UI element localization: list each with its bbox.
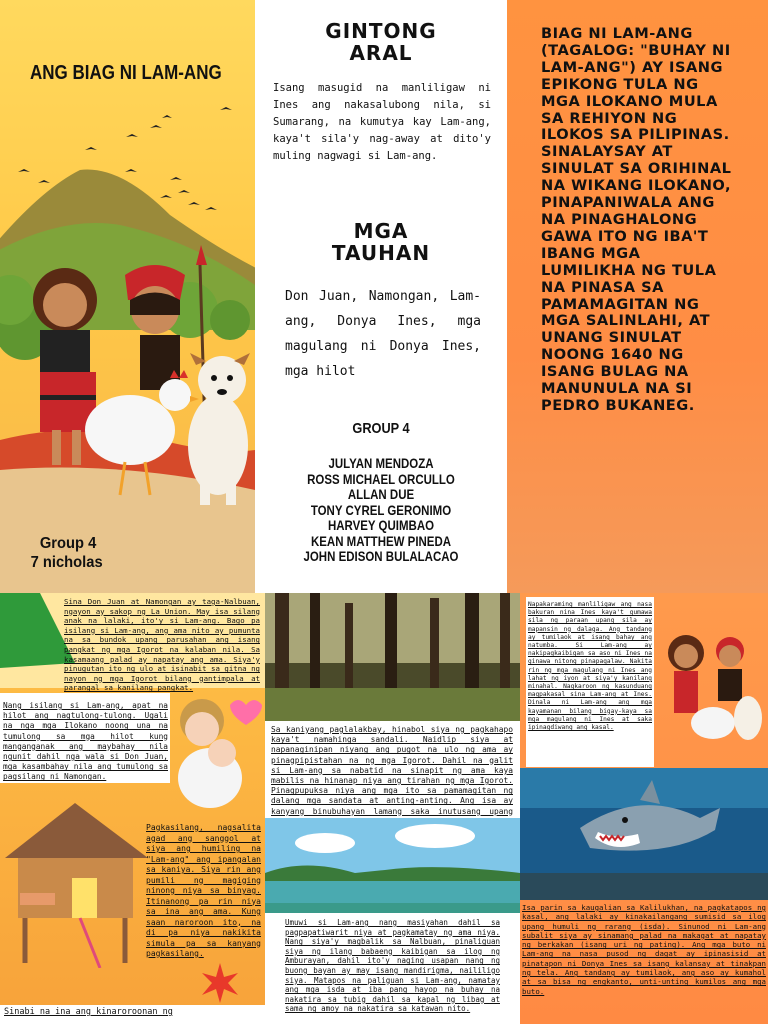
member-name: KEAN MATTHEW PINEDA — [310, 532, 452, 549]
story-part-8: Isa parin sa kaugalian sa Kalilukhan, na pagkatapos ng kasal, ang lalaki ay kinakailangang sumisid sa ilog upang humuli ng rarang (isda). Sinunod ni Lam-ang subalit siya ay sinamang palad na makagat at napatay ng berkakan (isang uri ng pating). Ang mga buto ni Lam-ang na nasa pusod ng dagat ay ipinasisid at pinatapon ni Donya Ines sa isang kalansay at tinakpan ng tela. Ang tandang ay tumilaok, ang aso ay kumahol at sa bisa ng engkanto, unti-unting kumilos ang mga buto. — [522, 903, 766, 996]
mother-and-baby-icon — [170, 693, 265, 813]
characters-text: Don Juan, Namongan, Lam-ang, Donya Ines, mga magulang ni Donya Ines, mga hilot — [285, 289, 481, 379]
member-list — [255, 456, 507, 565]
group-info — [30, 534, 103, 572]
group-label: Group 4 — [39, 535, 97, 552]
story-part-3: Pagkasilang, nagsalita agad ang sanggol at siya ang humiling na "Lam-ang" ang ipangalan sa kaniya. Siya rin ang pumili ng magiging ninong niya sa binyag. Itinanong pa rin niya sa ina ang ama. Kung saan naroroon ito, na di pa niya nakikita simula pa sa kanyang pagkasilang. — [146, 823, 261, 958]
story-part-1: Sina Don Juan at Namongan ay taga-Nalbuan, ngayon ay sakop ng La Union. May isa silang anak na lalaki, ito'y si Lam-ang. Bago pa isilang si Lam-ang, ang ama nito ay pumunta na sa bundok upang parusahan ang isang pangkat ng mga Igorot na kalaban nila. Sa kasamaang palad ay napatay ang ama. Siya'y pinugutan ito ng ulo at isinabit sa gitna ng nayon ng mga Igorot bilang gantimpala at parangal sa kanilang pangkat. — [64, 597, 260, 693]
intro-panel — [507, 0, 768, 593]
forest-image — [265, 593, 520, 721]
story-part-4: Sinabi na ina ang kinaroroonan ng — [4, 1007, 173, 1017]
story-part-6: Umuwi si Lam-ang nang masiyahan dahil sa pagpapatiwarit niya at pagkamatay ng ama niya. Nang siya'y magbalik sa Nalbuan, pinaliguan siya ng ilang babaeng kaibigan sa ilog ng Amburayan, dahil ito'y naging usapan nang ng buong bayan ay may isang mandirigma, naililigo siya. Matapos na paliguan si Lam-ang, namatay ang mga isda at iba pang hayop na buhay na nakatira sa tubig dahil sa kapal ng libag at sama ng amoy na nakatira sa katawan nito. — [285, 918, 500, 1014]
characters-heading — [255, 220, 507, 264]
member-name: ROSS MICHAEL ORCULLO — [307, 470, 455, 487]
member-name: ALLAN DUE — [347, 486, 415, 502]
characters-heading-line1: MGA — [353, 219, 409, 243]
lesson-text: Isang masugid na manliligaw ni Ines ang nakasalubong nila, si Sumarang, na kumutya kay Lam-ang, kaya't sila'y nag-away at dito'y muling nagwagi si Lam-ang. — [273, 82, 491, 162]
member-name: JULYAN MENDOZA — [328, 455, 434, 471]
story-part-2: Nang isilang si Lam-ang, apat na hilot ang nagtulong-tulong. Ugali na nga mga Ilokano noong una na tumulong sa mga hilot kung manganganak ang maybahay nila ngunit dahil nga wala si Don Juan, mga kasambahay nila ang tumulong sa pagsilang ni Namongan. — [3, 701, 168, 782]
title-panel — [0, 0, 255, 593]
characters-heading-line2: TAUHAN — [331, 241, 431, 265]
member-name: TONY CYREL GERONIMO — [310, 501, 452, 518]
illustration — [0, 0, 255, 593]
nipa-hut-icon — [0, 798, 150, 968]
story-panel-right — [520, 593, 768, 1024]
story-panel-middle — [265, 593, 520, 1024]
burst-icon — [200, 963, 240, 1003]
river-landscape-image — [265, 818, 520, 913]
group-heading: GROUP 4 — [352, 420, 410, 437]
member-name: JOHN EDISON BULALACAO — [303, 548, 459, 564]
info-panel — [255, 0, 507, 593]
member-name: HARVEY QUIMBAO — [327, 517, 435, 533]
lesson-heading — [255, 20, 507, 64]
intro-text: BIAG NI LAM-ANG (TAGALOG: "BUHAY NI LAM-ANG") AY ISANG EPIKONG TULA NG MGA ILOKANO MULA SA REHIYON NG ILOKOS SA PILIPINAS. SINALAYSAY AT SINULAT SA ORIHINAL NA WIKANG ILOKANO, PINAPANIWALA ANG NA PINAGHALONG GAWA ITO NG IBA'T IBANG MGA LUMILIKHA NG TULA NA PINASA SA PAMAMAGITAN NG MGA SALINLAHI, AT UNANG SINULAT NOONG 1640 NG ISANG BULAG NA MANUNULA NA SI PEDRO BUKANEG. — [541, 25, 732, 414]
lesson-heading-line1: GINTONG — [325, 19, 437, 43]
characters-small-icon — [658, 623, 768, 753]
group-section: 7 nicholas — [30, 554, 103, 571]
story-part-7: Napakaraming manliligaw ang nasa bakuran nina Ines kaya't gumawa sila ng paraan upang sila ay mapansin ng dalaga. Ang tandang ay tumilaok at isang bahay ang natumba. Si Lam-ang ay nakipagkaibigan sa aso ni Ines na ginawa nitong pinapagalaw. Nakita rin ng mga magulang ni Ines ang lahat ng iyon at siya'y kanilang minahal. Nagkaroon ng kasunduang magpakasal sina Lam-ang at Ines. Dinala ni Lam-ang ang mga kayamanan bilang bigay-kaya sa mga magulang ni Ines at saka ipinagdiwang ang kasal. — [528, 601, 652, 732]
page-title: ANG BIAG NI LAM-ANG — [30, 62, 222, 84]
story-part-5: Sa kaniyang paglalakbay, hinabol siya ng pagkahapo kaya't namahinga sandali. Naidlip siya at napanaginipan niyang ang pugot na ulo ng ama ay pinagpipistahan na ng mga Igorot. Dahil na galit si Lam-ang sa nabatid na sinapit ng ama kaya mabilis na hinanap niya ang tirahan ng mga Igorot. Pinagpupuksa niya ang mga ito sa pamamagitan ng dalang mga sandata at anting-anting. Ang isa ay kanyang binubuhayan lamang saka inutusang upang — [271, 725, 513, 816]
lesson-heading-line2: ARAL — [349, 41, 413, 65]
story-panel-left — [0, 593, 265, 1024]
shark-underwater-image — [520, 768, 768, 900]
